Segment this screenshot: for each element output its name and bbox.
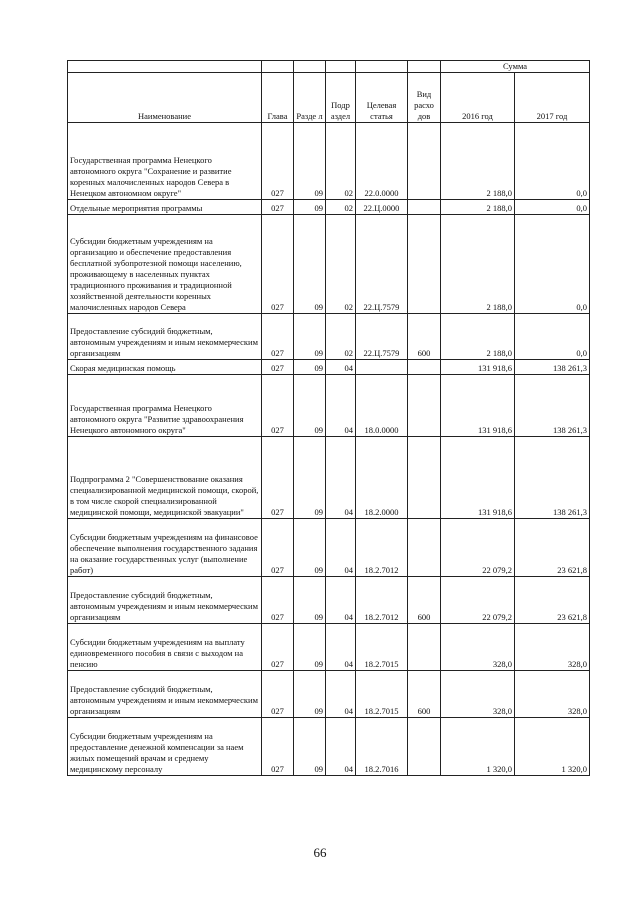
row-expense-type bbox=[408, 200, 441, 215]
row-sum-2016: 22 079,2 bbox=[441, 519, 515, 577]
row-name: Государственная программа Ненецкого автономного округа "Сохранение и развитие коренных малочисленных народов Севера в Ненецком автономном округе" bbox=[68, 123, 262, 200]
subsection-header: Подр аздел bbox=[326, 73, 356, 123]
row-name: Подпрограмма 2 "Совершенствование оказания специализированной медицинской помощи, скорой, в том числе скорой специализированной медицинской помощи, медицинской эвакуации" bbox=[68, 437, 262, 519]
row-section: 09 bbox=[294, 718, 326, 776]
row-chapter: 027 bbox=[262, 437, 294, 519]
row-expense-type bbox=[408, 718, 441, 776]
row-subsection: 04 bbox=[326, 519, 356, 577]
row-target-article: 22.Ц.7579 bbox=[356, 314, 408, 360]
table-row bbox=[68, 215, 590, 314]
row-target-article: 18.2.7012 bbox=[356, 577, 408, 624]
table-row bbox=[68, 375, 590, 437]
row-chapter: 027 bbox=[262, 624, 294, 671]
row-name: Государственная программа Ненецкого автономного округа "Развитие здравоохранения Ненецкого автономного округа" bbox=[68, 375, 262, 437]
row-section: 09 bbox=[294, 200, 326, 215]
row-section: 09 bbox=[294, 314, 326, 360]
row-subsection: 04 bbox=[326, 671, 356, 718]
expense-type-header: Вид расхо дов bbox=[408, 73, 441, 123]
row-subsection: 04 bbox=[326, 624, 356, 671]
row-expense-type bbox=[408, 215, 441, 314]
row-chapter: 027 bbox=[262, 375, 294, 437]
table-row bbox=[68, 314, 590, 360]
row-subsection: 02 bbox=[326, 123, 356, 200]
row-expense-type bbox=[408, 123, 441, 200]
row-name: Субсидии бюджетным учреждениям на предоставление денежной компенсации за наем жилых помещений врачам и среднему медицинскому персоналу bbox=[68, 718, 262, 776]
row-target-article: 18.2.0000 bbox=[356, 437, 408, 519]
row-name: Субсидии бюджетным учреждениям на финансовое обеспечение выполнения государственного задания на оказание государственных услуг (выполнение работ) bbox=[68, 519, 262, 577]
row-chapter: 027 bbox=[262, 671, 294, 718]
row-subsection: 04 bbox=[326, 375, 356, 437]
row-name: Предоставление субсидий бюджетным, автономным учреждениям и иным некоммерческим организациям bbox=[68, 671, 262, 718]
row-name: Скорая медицинская помощь bbox=[68, 360, 262, 375]
year-2017-header: 2017 год bbox=[515, 73, 590, 123]
row-subsection: 02 bbox=[326, 314, 356, 360]
row-name: Субсидии бюджетным учреждениям на организацию и обеспечение предоставления бесплатной зубопротезной помощи населению, проживающему в населенных пунктах традиционного проживания и традиционной хозяйственной деятельности коренных малочисленных народов Севера bbox=[68, 215, 262, 314]
row-chapter: 027 bbox=[262, 314, 294, 360]
row-sum-2016: 2 188,0 bbox=[441, 123, 515, 200]
sum-group-header: Сумма bbox=[441, 61, 590, 73]
row-chapter: 027 bbox=[262, 577, 294, 624]
page-number: 66 bbox=[313, 845, 327, 860]
row-target-article: 18.2.7015 bbox=[356, 671, 408, 718]
row-name: Предоставление субсидий бюджетным, автономным учреждениям и иным некоммерческим организациям bbox=[68, 577, 262, 624]
row-subsection: 02 bbox=[326, 215, 356, 314]
row-chapter: 027 bbox=[262, 123, 294, 200]
row-sum-2016: 22 079,2 bbox=[441, 577, 515, 624]
row-sum-2017: 328,0 bbox=[515, 671, 590, 718]
row-subsection: 04 bbox=[326, 360, 356, 375]
row-expense-type: 600 bbox=[408, 314, 441, 360]
row-section: 09 bbox=[294, 519, 326, 577]
row-section: 09 bbox=[294, 671, 326, 718]
row-chapter: 027 bbox=[262, 215, 294, 314]
section-header: Разде л bbox=[294, 73, 326, 123]
row-chapter: 027 bbox=[262, 519, 294, 577]
target-article-header: Целевая статья bbox=[356, 73, 408, 123]
row-section: 09 bbox=[294, 215, 326, 314]
row-sum-2017: 138 261,3 bbox=[515, 360, 590, 375]
chapter-header: Глава bbox=[262, 73, 294, 123]
row-sum-2016: 2 188,0 bbox=[441, 200, 515, 215]
row-target-article: 22.0.0000 bbox=[356, 123, 408, 200]
table-row bbox=[68, 360, 590, 375]
row-sum-2017: 23 621,8 bbox=[515, 577, 590, 624]
row-subsection: 04 bbox=[326, 718, 356, 776]
row-section: 09 bbox=[294, 437, 326, 519]
row-chapter: 027 bbox=[262, 360, 294, 375]
row-sum-2017: 0,0 bbox=[515, 123, 590, 200]
row-sum-2017: 23 621,8 bbox=[515, 519, 590, 577]
row-sum-2016: 2 188,0 bbox=[441, 215, 515, 314]
row-sum-2016: 131 918,6 bbox=[441, 375, 515, 437]
row-sum-2017: 138 261,3 bbox=[515, 437, 590, 519]
row-subsection: 02 bbox=[326, 200, 356, 215]
row-sum-2017: 0,0 bbox=[515, 314, 590, 360]
row-target-article: 18.2.7015 bbox=[356, 624, 408, 671]
row-sum-2017: 138 261,3 bbox=[515, 375, 590, 437]
row-sum-2016: 1 320,0 bbox=[441, 718, 515, 776]
row-sum-2017: 0,0 bbox=[515, 200, 590, 215]
row-target-article: 22.Ц.7579 bbox=[356, 215, 408, 314]
table-row bbox=[68, 577, 590, 624]
row-expense-type: 600 bbox=[408, 577, 441, 624]
row-sum-2016: 131 918,6 bbox=[441, 360, 515, 375]
table-row bbox=[68, 200, 590, 215]
table-row bbox=[68, 519, 590, 577]
row-section: 09 bbox=[294, 375, 326, 437]
row-target-article: 18.2.7016 bbox=[356, 718, 408, 776]
row-expense-type bbox=[408, 624, 441, 671]
row-target-article: 18.0.0000 bbox=[356, 375, 408, 437]
name-header: Наименование bbox=[68, 73, 262, 123]
year-2016-header: 2016 год bbox=[441, 73, 515, 123]
row-section: 09 bbox=[294, 624, 326, 671]
row-target-article bbox=[356, 360, 408, 375]
row-name: Субсидии бюджетным учреждениям на выплату единовременного пособия в связи с выходом на пенсию bbox=[68, 624, 262, 671]
row-expense-type: 600 bbox=[408, 671, 441, 718]
row-subsection: 04 bbox=[326, 577, 356, 624]
row-name: Предоставление субсидий бюджетным, автономным учреждениям и иным некоммерческим организациям bbox=[68, 314, 262, 360]
row-chapter: 027 bbox=[262, 718, 294, 776]
row-name: Отдельные мероприятия программы bbox=[68, 200, 262, 215]
row-sum-2016: 328,0 bbox=[441, 624, 515, 671]
budget-table bbox=[67, 60, 590, 776]
row-sum-2016: 328,0 bbox=[441, 671, 515, 718]
table-row bbox=[68, 624, 590, 671]
row-subsection: 04 bbox=[326, 437, 356, 519]
row-sum-2016: 131 918,6 bbox=[441, 437, 515, 519]
row-sum-2017: 1 320,0 bbox=[515, 718, 590, 776]
row-section: 09 bbox=[294, 577, 326, 624]
row-chapter: 027 bbox=[262, 200, 294, 215]
row-sum-2016: 2 188,0 bbox=[441, 314, 515, 360]
table-row bbox=[68, 123, 590, 200]
row-sum-2017: 0,0 bbox=[515, 215, 590, 314]
table-row bbox=[68, 718, 590, 776]
row-section: 09 bbox=[294, 360, 326, 375]
row-sum-2017: 328,0 bbox=[515, 624, 590, 671]
table-row bbox=[68, 671, 590, 718]
row-section: 09 bbox=[294, 123, 326, 200]
row-expense-type bbox=[408, 519, 441, 577]
row-target-article: 18.2.7012 bbox=[356, 519, 408, 577]
table-row bbox=[68, 437, 590, 519]
row-expense-type bbox=[408, 360, 441, 375]
row-target-article: 22.Ц.0000 bbox=[356, 200, 408, 215]
row-expense-type bbox=[408, 375, 441, 437]
row-expense-type bbox=[408, 437, 441, 519]
